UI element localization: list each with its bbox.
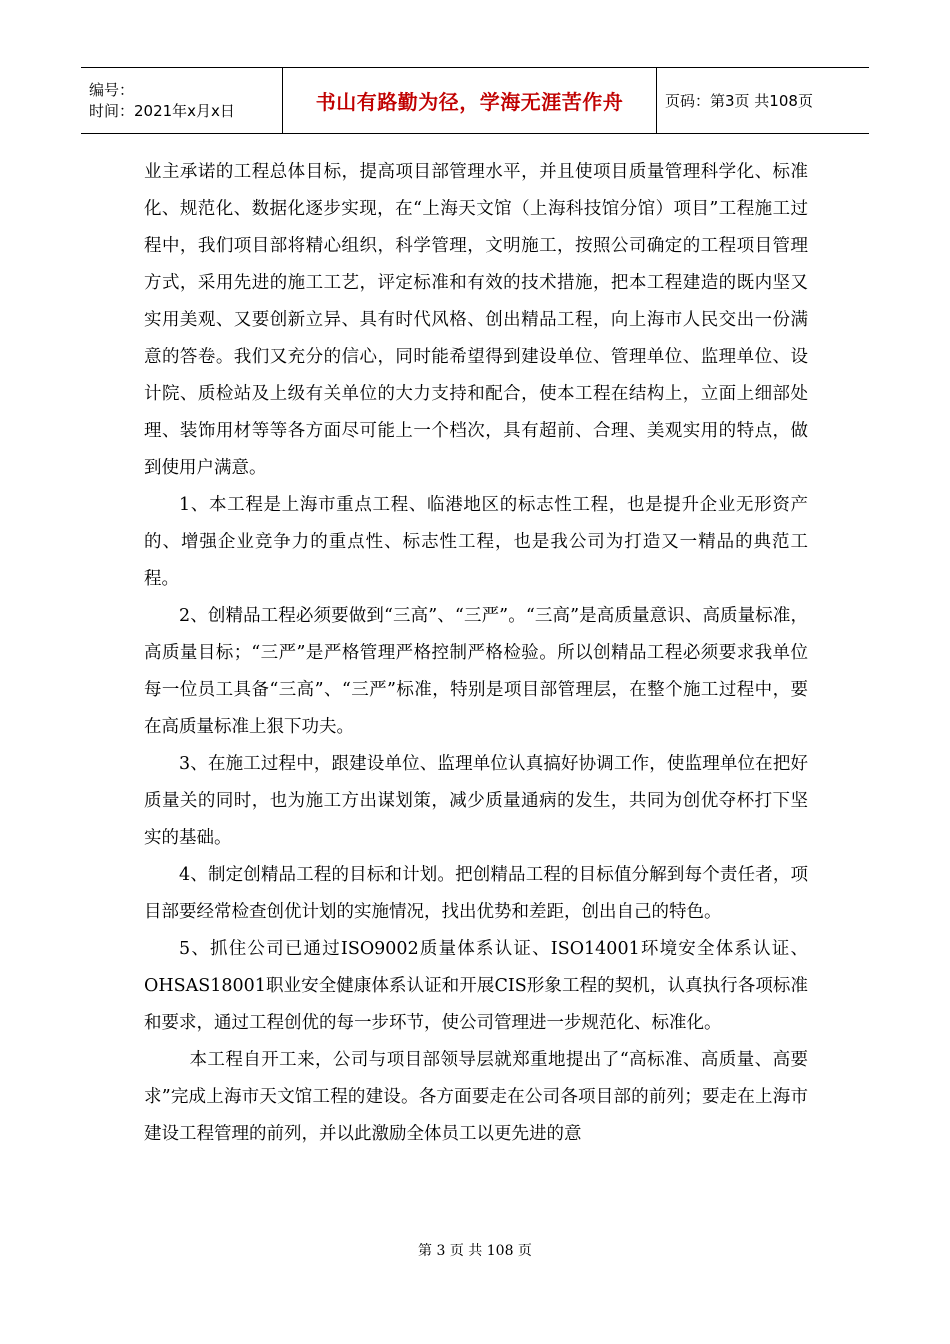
paragraph-item-4: 4、制定创精品工程的目标和计划。把创精品工程的目标值分解到每个责任者，项目部要经常检查创优计划的实施情况，找出优势和差距，创出自己的特色。 bbox=[144, 865, 808, 922]
paragraph-item-2: 2、创精品工程必须要做到“三高”、“三严”。“三高”是高质量意识、高质量标准，高质量目标；“三严”是严格管理严格控制严格检验。所以创精品工程必须要求我单位每一位员工具备“三高”、“三严”标准，特别是项目部管理层，在整个施工过程中，要在高质量标准上狠下功夫。 bbox=[144, 606, 808, 737]
header-info-cell bbox=[81, 68, 283, 133]
paragraph-intro: 业主承诺的工程总体目标，提高项目部管理水平，并且使项目质量管理科学化、标准化、规范化、数据化逐步实现，在“上海天文馆（上海科技馆分馆）项目”工程施工过程中，我们项目部将精心组织，科学管理，文明施工，按照公司确定的工程项目管理方式，采用先进的施工工艺，评定标准和有效的技术措施，把本工程建造的既内坚又实用美观、又要创新立异、具有时代风格、创出精品工程，向上海市人民交出一份满意的答卷。我们又充分的信心，同时能希望得到建设单位、管理单位、监理单位、设计院、质检站及上级有关单位的大力支持和配合，使本工程在结构上，立面上细部处理、装饰用材等等各方面尽可能上一个档次，具有超前、合理、美观实用的特点，做到使用户满意。 bbox=[144, 162, 808, 478]
document-body bbox=[144, 154, 808, 1153]
serial-label: 编号： bbox=[89, 80, 135, 99]
paragraph-item-1: 1、本工程是上海市重点工程、临港地区的标志性工程，也是提升企业无形资产的、增强企业竞争力的重点性、标志性工程，也是我公司为打造又一精品的典范工程。 bbox=[144, 495, 808, 589]
header-page-label: 页码：第3页 共108页 bbox=[665, 92, 813, 110]
page-header bbox=[81, 67, 869, 134]
page-footer: 第 3 页 共 108 页 bbox=[418, 1243, 532, 1259]
paragraph-item-3: 3、在施工过程中，跟建设单位、监理单位认真搞好协调工作，使监理单位在把好质量关的同时，也为施工方出谋划策，减少质量通病的发生，共同为创优夺杯打下坚实的基础。 bbox=[144, 754, 808, 848]
header-motto: 书山有路勤为径，学海无涯苦作舟 bbox=[283, 68, 657, 133]
paragraph-conclusion: 本工程自开工来，公司与项目部领导层就郑重地提出了“高标准、高质量、高要求”完成上海市天文馆工程的建设。各方面要走在公司各项目部的前列；要走在上海市建设工程管理的前列，并以此激励全体员工以更先进的意 bbox=[144, 1050, 808, 1144]
date-label: 时间：2021年x月x日 bbox=[89, 101, 235, 120]
paragraph-item-5: 5、抓住公司已通过ISO9002质量体系认证、ISO14001环境安全体系认证、OHSAS18001职业安全健康体系认证和开展CIS形象工程的契机，认真执行各项标准和要求，通过工程创优的每一步环节，使公司管理进一步规范化、标准化。 bbox=[144, 939, 808, 1033]
